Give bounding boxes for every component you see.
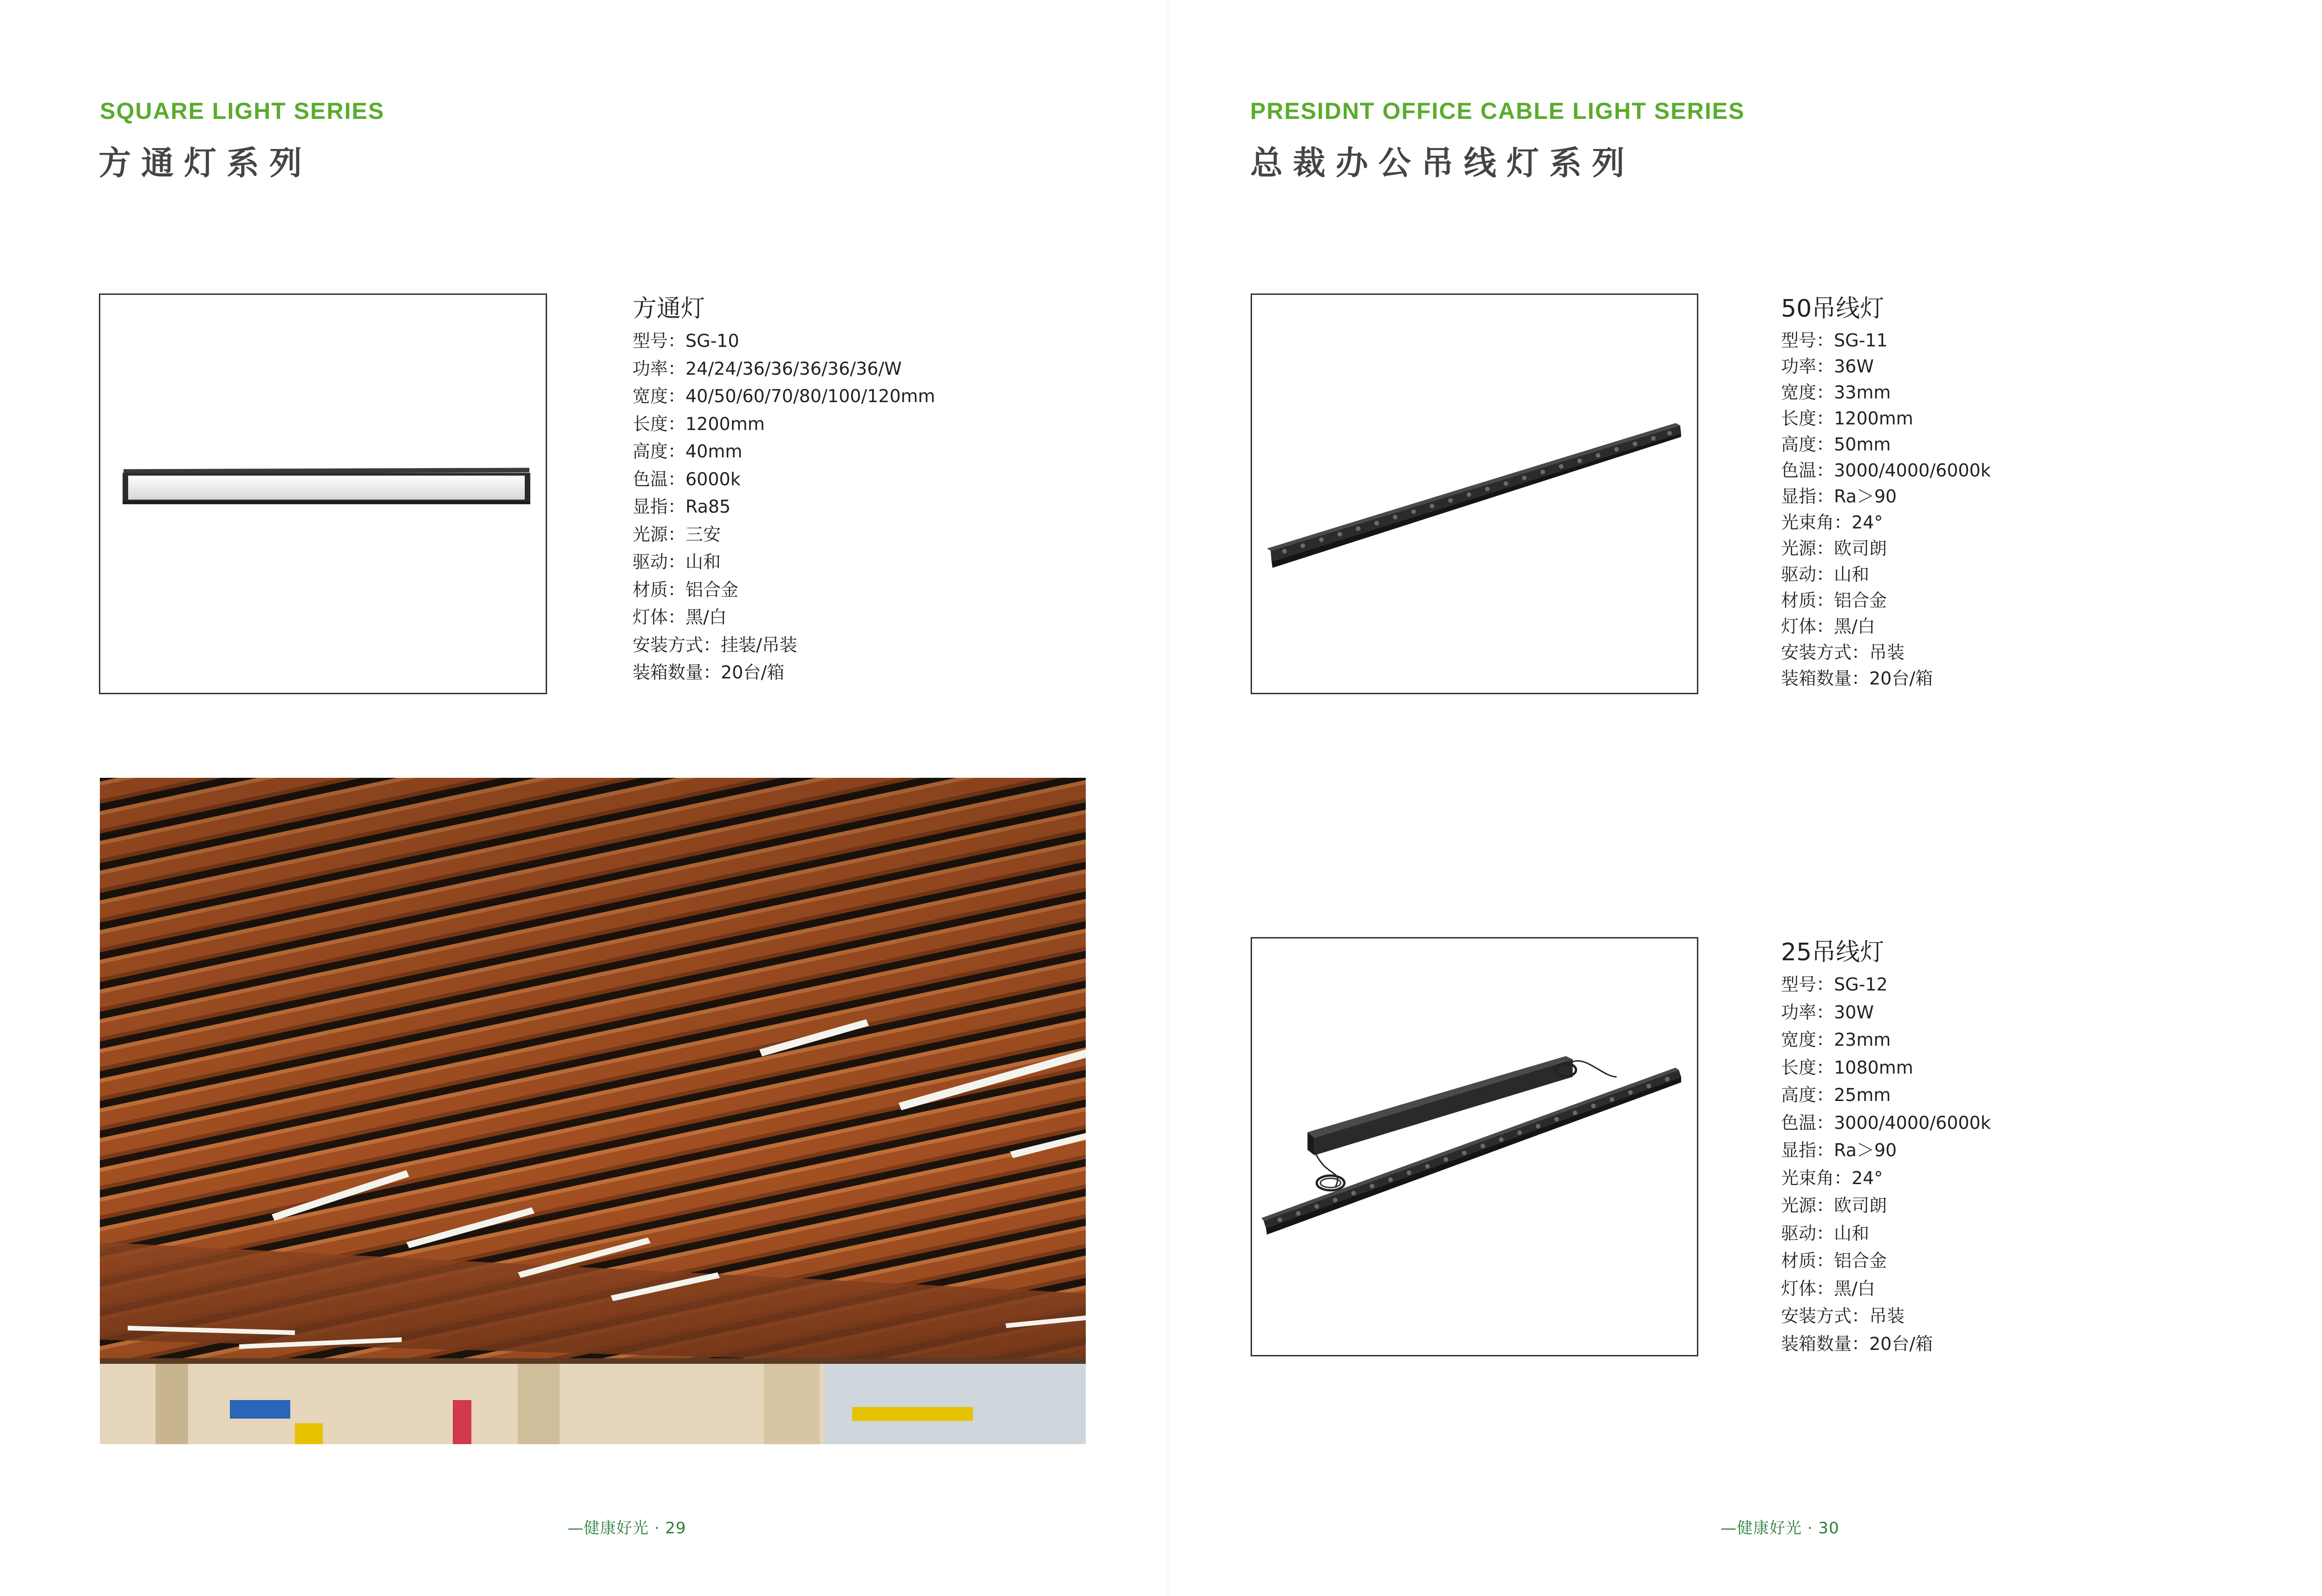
- spec-item: 宽度：23mm: [1781, 1029, 1891, 1050]
- spec-item: 光束角：24°: [1781, 1167, 1883, 1188]
- series-title-zh: 方通灯系列: [98, 144, 312, 182]
- spec-item: 驱动：山和: [1781, 564, 1870, 585]
- spec-item: 型号：SG-12: [1781, 974, 1888, 995]
- page-number-footer: —健康好光 · 30: [1721, 1519, 1839, 1537]
- spec-item: 功率：30W: [1781, 1002, 1874, 1023]
- spec-item: 驱动：山和: [1781, 1223, 1870, 1244]
- product-image-25-cable-light: [1251, 937, 1698, 1356]
- spec-item: 驱动：山和: [633, 552, 721, 572]
- spec-block-50-cable-light: [1781, 289, 1991, 691]
- spec-list: [1781, 971, 1991, 1358]
- series-title-en: PRESIDNT OFFICE CABLE LIGHT SERIES: [1250, 98, 1745, 124]
- spec-item: 高度：50mm: [1781, 434, 1891, 455]
- product-image-50-cable-light: [1251, 293, 1698, 694]
- spec-block-25-cable-light: [1781, 932, 1991, 1358]
- spec-item: 光束角：24°: [1781, 512, 1883, 533]
- product-name: 25吊线灯: [1781, 938, 1885, 966]
- spec-item: 材质：铝合金: [1781, 1251, 1887, 1271]
- spec-item: 安装方式：吊装: [1781, 1306, 1905, 1326]
- spec-item: 灯体：黑/白: [633, 607, 727, 627]
- spec-item: 型号：SG-11: [1781, 330, 1888, 351]
- cable-light-50-illustration: [1252, 295, 1697, 693]
- spec-item: 装箱数量：20台/箱: [1781, 668, 1933, 689]
- series-title-en: SQUARE LIGHT SERIES: [100, 98, 385, 124]
- spec-item: 显指：Ra＞90: [1781, 486, 1897, 507]
- spec-list: [1781, 327, 1991, 691]
- spec-item: 宽度：40/50/60/70/80/100/120mm: [633, 386, 935, 406]
- spec-item: 高度：25mm: [1781, 1085, 1891, 1105]
- product-name: 50吊线灯: [1781, 295, 1885, 323]
- spec-item: 材质：铝合金: [633, 579, 739, 600]
- spec-item: 功率：36W: [1781, 356, 1874, 377]
- spec-item: 长度：1080mm: [1781, 1057, 1913, 1078]
- spec-item: 灯体：黑/白: [1781, 1278, 1875, 1299]
- spec-item: 光源：三安: [633, 524, 721, 545]
- spec-item: 功率：24/24/36/36/36/36/36/W: [633, 358, 902, 379]
- spec-item: 长度：1200mm: [633, 413, 765, 434]
- spec-list: [633, 327, 935, 687]
- product-name: 方通灯: [633, 295, 705, 323]
- product-image-square-light: [99, 293, 547, 694]
- series-title-zh: 总裁办公吊线灯系列: [1250, 144, 1635, 182]
- spec-item: 高度：40mm: [633, 441, 743, 462]
- spec-item: 色温：3000/4000/6000k: [1781, 460, 1991, 481]
- spec-item: 型号：SG-10: [633, 331, 739, 351]
- spec-item: 灯体：黑/白: [1781, 616, 1875, 637]
- spec-item: 材质：铝合金: [1781, 590, 1887, 611]
- spec-block-square-light: [633, 289, 935, 687]
- spec-item: 装箱数量：20台/箱: [633, 662, 785, 683]
- spec-item: 装箱数量：20台/箱: [1781, 1333, 1933, 1354]
- spec-item: 显指：Ra＞90: [1781, 1140, 1897, 1160]
- spec-item: 色温：6000k: [633, 469, 741, 489]
- spec-item: 安装方式：挂装/吊装: [633, 634, 797, 655]
- square-light-illustration: [100, 295, 546, 693]
- page-number-footer: —健康好光 · 29: [567, 1519, 686, 1537]
- wood-ceiling-photo: [100, 778, 1086, 1444]
- spec-item: 长度：1200mm: [1781, 408, 1913, 429]
- installation-photo: [100, 778, 1086, 1444]
- spec-item: 宽度：33mm: [1781, 382, 1891, 403]
- spec-item: 安装方式：吊装: [1781, 642, 1905, 663]
- spec-item: 色温：3000/4000/6000k: [1781, 1112, 1991, 1133]
- spec-item: 光源：欧司朗: [1781, 538, 1887, 559]
- cable-light-25-illustration: [1252, 938, 1697, 1355]
- spec-item: 光源：欧司朗: [1781, 1195, 1887, 1216]
- right-page: [1168, 0, 2322, 1596]
- spec-item: 显指：Ra85: [633, 496, 731, 517]
